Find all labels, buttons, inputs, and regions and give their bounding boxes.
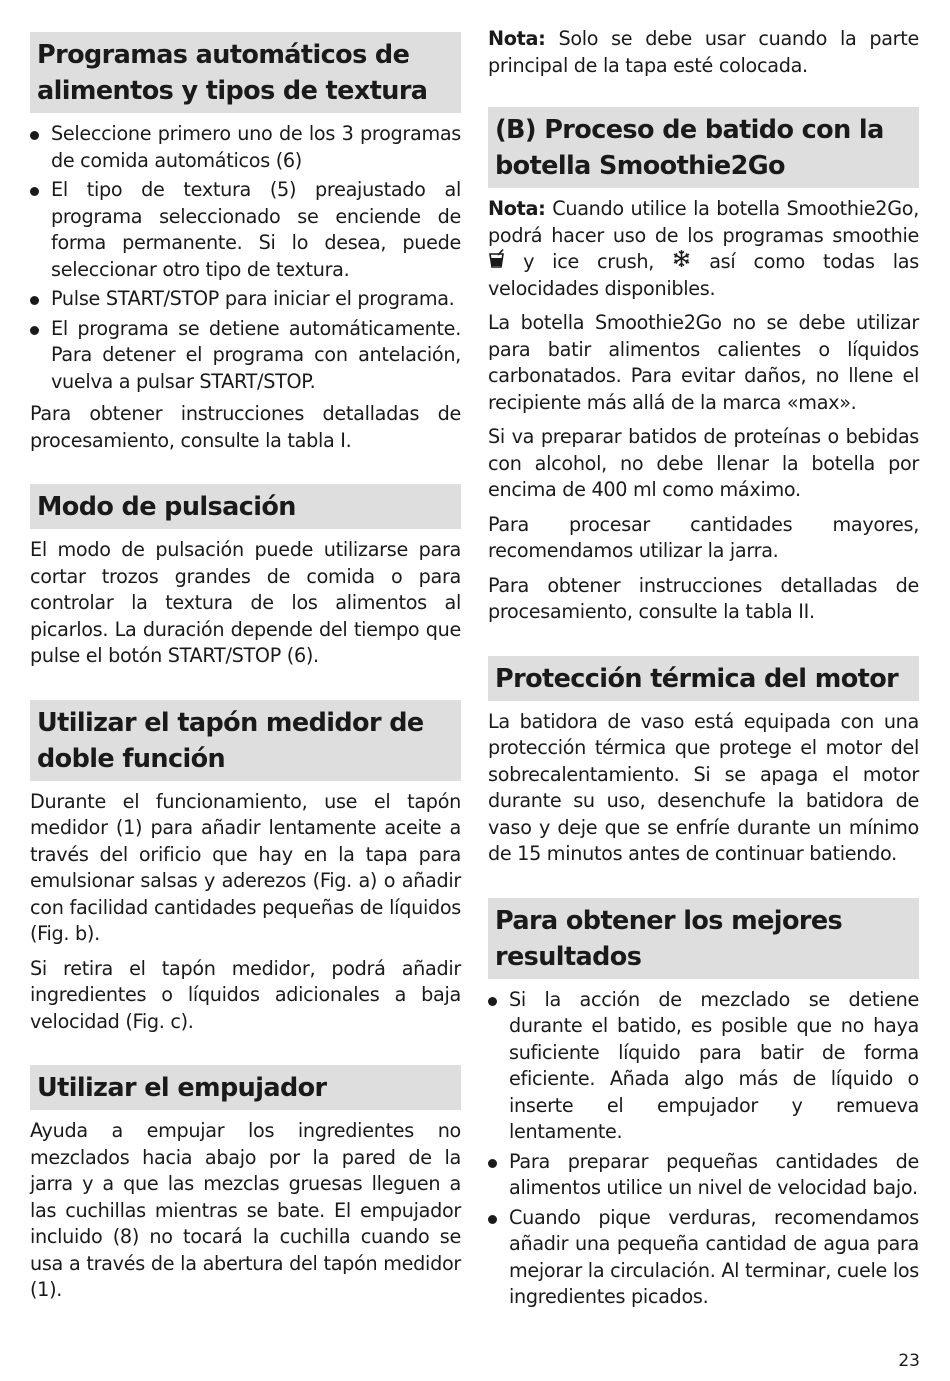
left-column: [30, 26, 461, 1312]
bullet-icon: [488, 1215, 497, 1224]
heading-thermal-protection: Protección térmica del motor: [488, 656, 919, 701]
heading-pulse-mode: Modo de pulsación: [30, 484, 461, 529]
table-i-reference: Para obtener instrucciones detalladas de procesamiento, consulte la tabla I.: [30, 402, 461, 452]
lid-note: [488, 26, 919, 79]
heading-measuring-cap: Utilizar el tapón medidor de doble función: [30, 700, 461, 781]
note-label: Nota:: [488, 27, 546, 50]
automatic-programs-list: [30, 121, 461, 395]
thermal-protection-paragraph: La batidora de vaso está equipada con una protección térmica que protege el motor del sobrecalentamiento. Si se apaga el motor durante su uso, desenchufe la batidora de vaso y deje que se enfríe durante un mínimo de 15 minutos antes de continuar batiendo.: [488, 709, 919, 865]
note-label: Nota:: [488, 197, 546, 220]
measuring-cap-paragraph-2: Si retira el tapón medidor, podrá añadir ingredientes o líquidos adicionales a baja velocidad (Fig. c).: [30, 956, 461, 1033]
heading-tamper: Utilizar el empujador: [30, 1065, 461, 1110]
bullet-icon: [30, 326, 39, 335]
ice-crush-icon: [672, 249, 691, 272]
list-item-text: Pulse START/STOP para iniciar el programa.: [51, 287, 455, 310]
smoothie2go-paragraph-3: Para procesar cantidades mayores, recomendamos utilizar la jarra.: [488, 512, 919, 562]
list-item: [30, 286, 461, 313]
note-text: Cuando utilice la botella Smoothie2Go, podrá hacer uso de los programas smoothie: [488, 197, 919, 247]
smoothie-icon: [488, 249, 505, 272]
list-item: [30, 177, 461, 283]
smoothie2go-note: [488, 196, 919, 302]
list-item-text: Si la acción de mezclado se detiene durante el batido, es posible que no haya suficiente líquido para batir de forma eficiente. Añada algo más de líquido o inserte el empujador y remueva lentamente.: [509, 987, 919, 1143]
tamper-paragraph: Ayuda a empujar los ingredientes no mezclados hacia abajo por la pared de la jarra y a que las mezclas gruesas lleguen a las cuchillas mientras se bate. El empujador incluido (8) no tocará la cuchilla cuando se usa a través de la abertura del tapón medidor (1).: [30, 1119, 461, 1301]
list-item-text: Para preparar pequeñas cantidades de alimentos utilice un nivel de velocidad bajo.: [509, 1149, 919, 1199]
best-results-list: [488, 987, 919, 1311]
bullet-icon: [30, 187, 39, 196]
pulse-mode-paragraph: El modo de pulsación puede utilizarse para cortar trozos grandes de comida o para controlar la textura de los alimentos al picarlos. La duración depende del tiempo que pulse el botón START/STOP (6).: [30, 538, 461, 667]
heading-best-results: Para obtener los mejores resultados: [488, 898, 919, 979]
note-text: así como todas las velocidades disponibles.: [488, 250, 919, 300]
note-text: y ice crush,: [523, 250, 655, 273]
table-ii-reference: Para obtener instrucciones detalladas de procesamiento, consulte la tabla II.: [488, 573, 919, 623]
bullet-icon: [488, 1159, 497, 1168]
note-text: Solo se debe usar cuando la parte principal de la tapa esté colocada.: [488, 27, 919, 77]
list-item-text: Cuando pique verduras, recomendamos añadir una pequeña cantidad de agua para mejorar la circulación. Al terminar, cuele los ingredientes picados.: [509, 1205, 919, 1308]
bullet-icon: [488, 997, 497, 1006]
heading-smoothie2go: (B) Proceso de batido con la botella Smoothie2Go: [488, 107, 919, 188]
bullet-icon: [30, 131, 39, 140]
list-item: [30, 316, 461, 396]
list-item: [488, 987, 919, 1146]
measuring-cap-paragraph-1: Durante el funcionamiento, use el tapón medidor (1) para añadir lentamente aceite a través del orificio que hay en la tapa para emulsionar salsas y aderezos (Fig. a) o añadir con facilidad cantidades pequeñas de líquidos (Fig. b).: [30, 789, 461, 945]
list-item: [488, 1205, 919, 1311]
smoothie2go-paragraph-2: Si va preparar batidos de proteínas o bebidas con alcohol, no debe llenar la botella por encima de 400 ml como máximo.: [488, 425, 919, 501]
list-item-text: Seleccione primero uno de los 3 programas de comida automáticos (6): [51, 122, 461, 172]
list-item-text: El programa se detiene automáticamente. Para detener el programa con antelación, vuelva a pulsar START/STOP.: [51, 316, 461, 393]
page-number: 23: [898, 1351, 920, 1371]
list-item: [488, 1149, 919, 1202]
right-column: [488, 26, 919, 1317]
smoothie2go-paragraph-1: La botella Smoothie2Go no se debe utilizar para batir alimentos calientes o líquidos carbonatados. Para evitar daños, no llene el recipiente más allá de la marca «max».: [488, 311, 919, 414]
list-item-text: El tipo de textura (5) preajustado al programa seleccionado se enciende de forma permanente. Si lo desea, puede seleccionar otro tipo de textura.: [51, 178, 461, 281]
bullet-icon: [30, 296, 39, 305]
heading-automatic-programs: Programas automáticos de alimentos y tipos de textura: [30, 32, 461, 113]
list-item: [30, 121, 461, 174]
